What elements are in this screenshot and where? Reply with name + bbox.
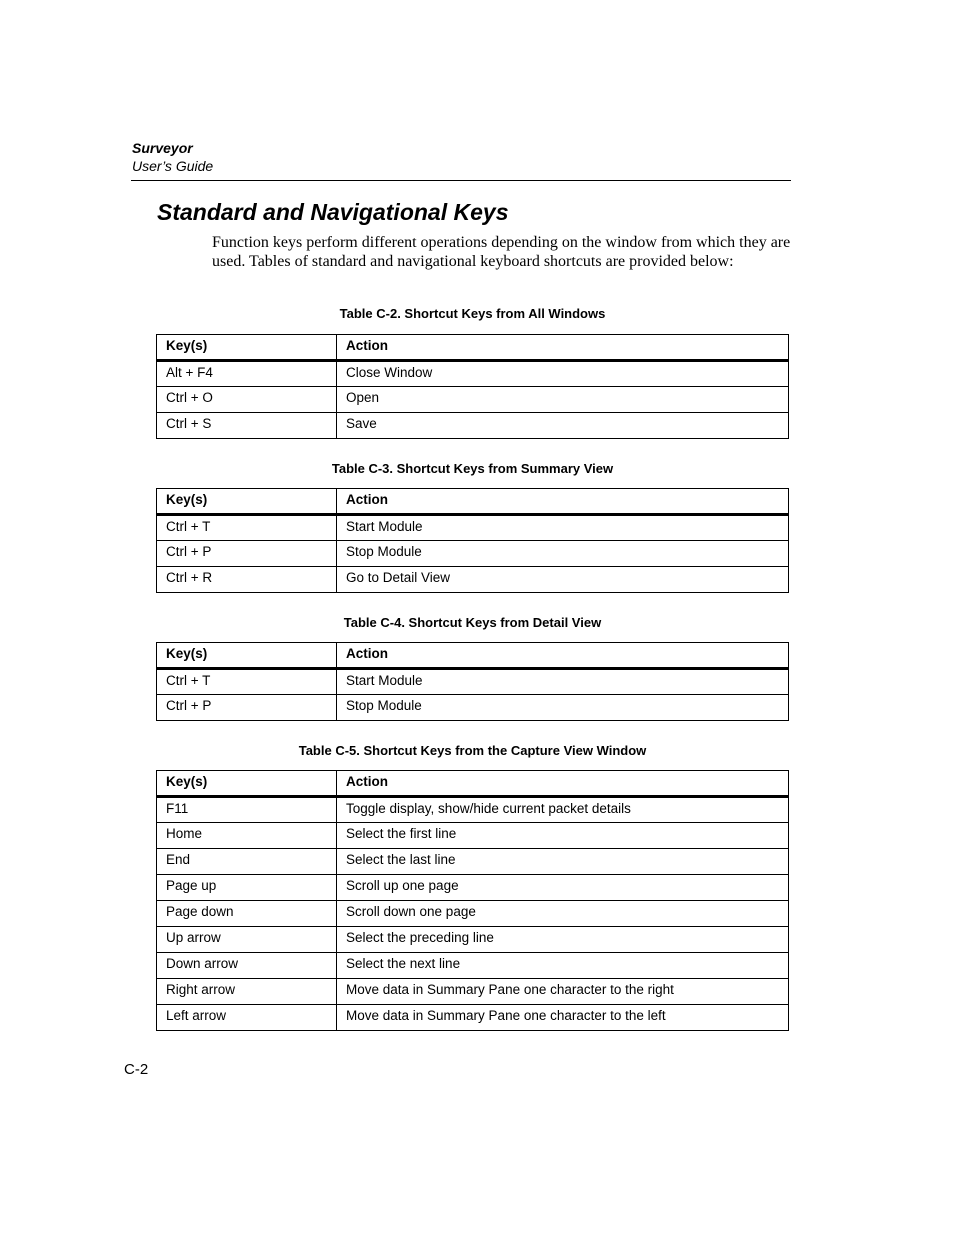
table-row [157,695,789,721]
action-cell: Start Module [337,669,789,695]
table-row [157,413,789,439]
key-cell: Alt + F4 [157,361,337,387]
column-header: Action [337,489,789,515]
column-header: Action [337,643,789,669]
table-row [157,875,789,901]
key-cell: Left arrow [157,1005,337,1031]
key-cell: Right arrow [157,979,337,1005]
page-number: C-2 [124,1061,149,1078]
action-cell: Toggle display, show/hide current packet details [337,797,789,823]
key-cell: Home [157,823,337,849]
section-title: Standard and Navigational Keys [157,199,509,225]
table-header-row [157,335,789,361]
action-cell: Select the first line [337,823,789,849]
action-cell: Start Module [337,515,789,541]
running-header [132,139,213,175]
key-cell: Ctrl + T [157,669,337,695]
table-caption: Table C-4. Shortcut Keys from Detail View [343,615,602,630]
table-row [157,979,789,1005]
header-rule [131,180,791,181]
key-cell: Down arrow [157,953,337,979]
column-header: Key(s) [157,771,337,797]
key-cell: Ctrl + S [157,413,337,439]
key-cell: Ctrl + P [157,695,337,721]
shortcut-table [156,770,789,1031]
action-cell: Stop Module [337,541,789,567]
table-row [157,1005,789,1031]
table-row [157,387,789,413]
action-cell: Scroll down one page [337,901,789,927]
action-cell: Stop Module [337,695,789,721]
action-cell: Close Window [337,361,789,387]
shortcut-table [156,334,789,439]
table-row [157,669,789,695]
key-cell: Page down [157,901,337,927]
key-cell: Ctrl + P [157,541,337,567]
action-cell: Open [337,387,789,413]
table-row [157,361,789,387]
table-header-row [157,643,789,669]
header-product: Surveyor [132,140,193,156]
shortcut-table [156,488,789,593]
action-cell: Scroll up one page [337,875,789,901]
key-cell: End [157,849,337,875]
column-header: Key(s) [157,335,337,361]
column-header: Key(s) [157,643,337,669]
action-cell: Move data in Summary Pane one character to the left [337,1005,789,1031]
table-caption: Table C-5. Shortcut Keys from the Capture View Window [298,743,647,758]
table-row [157,541,789,567]
action-cell: Save [337,413,789,439]
action-cell: Select the preceding line [337,927,789,953]
key-cell: F11 [157,797,337,823]
header-guide: User’s Guide [132,158,214,174]
table-row [157,901,789,927]
intro-paragraph: Function keys perform different operations depending on the window from which they are used. Tables of standard and navigational keyboard shortcuts are provided below: [212,234,791,270]
column-header: Action [337,771,789,797]
table-row [157,849,789,875]
table-row [157,797,789,823]
action-cell: Go to Detail View [337,567,789,593]
table-row [157,515,789,541]
action-cell: Select the next line [337,953,789,979]
key-cell: Ctrl + O [157,387,337,413]
key-cell: Ctrl + T [157,515,337,541]
table-caption: Table C-2. Shortcut Keys from All Windows [339,306,606,321]
table-header-row [157,489,789,515]
table-row [157,927,789,953]
key-cell: Up arrow [157,927,337,953]
action-cell: Move data in Summary Pane one character to the right [337,979,789,1005]
column-header: Key(s) [157,489,337,515]
table-row [157,823,789,849]
key-cell: Ctrl + R [157,567,337,593]
action-cell: Select the last line [337,849,789,875]
table-caption: Table C-3. Shortcut Keys from Summary View [331,461,614,476]
table-row [157,567,789,593]
table-row [157,953,789,979]
table-header-row [157,771,789,797]
key-cell: Page up [157,875,337,901]
column-header: Action [337,335,789,361]
shortcut-table [156,642,789,721]
